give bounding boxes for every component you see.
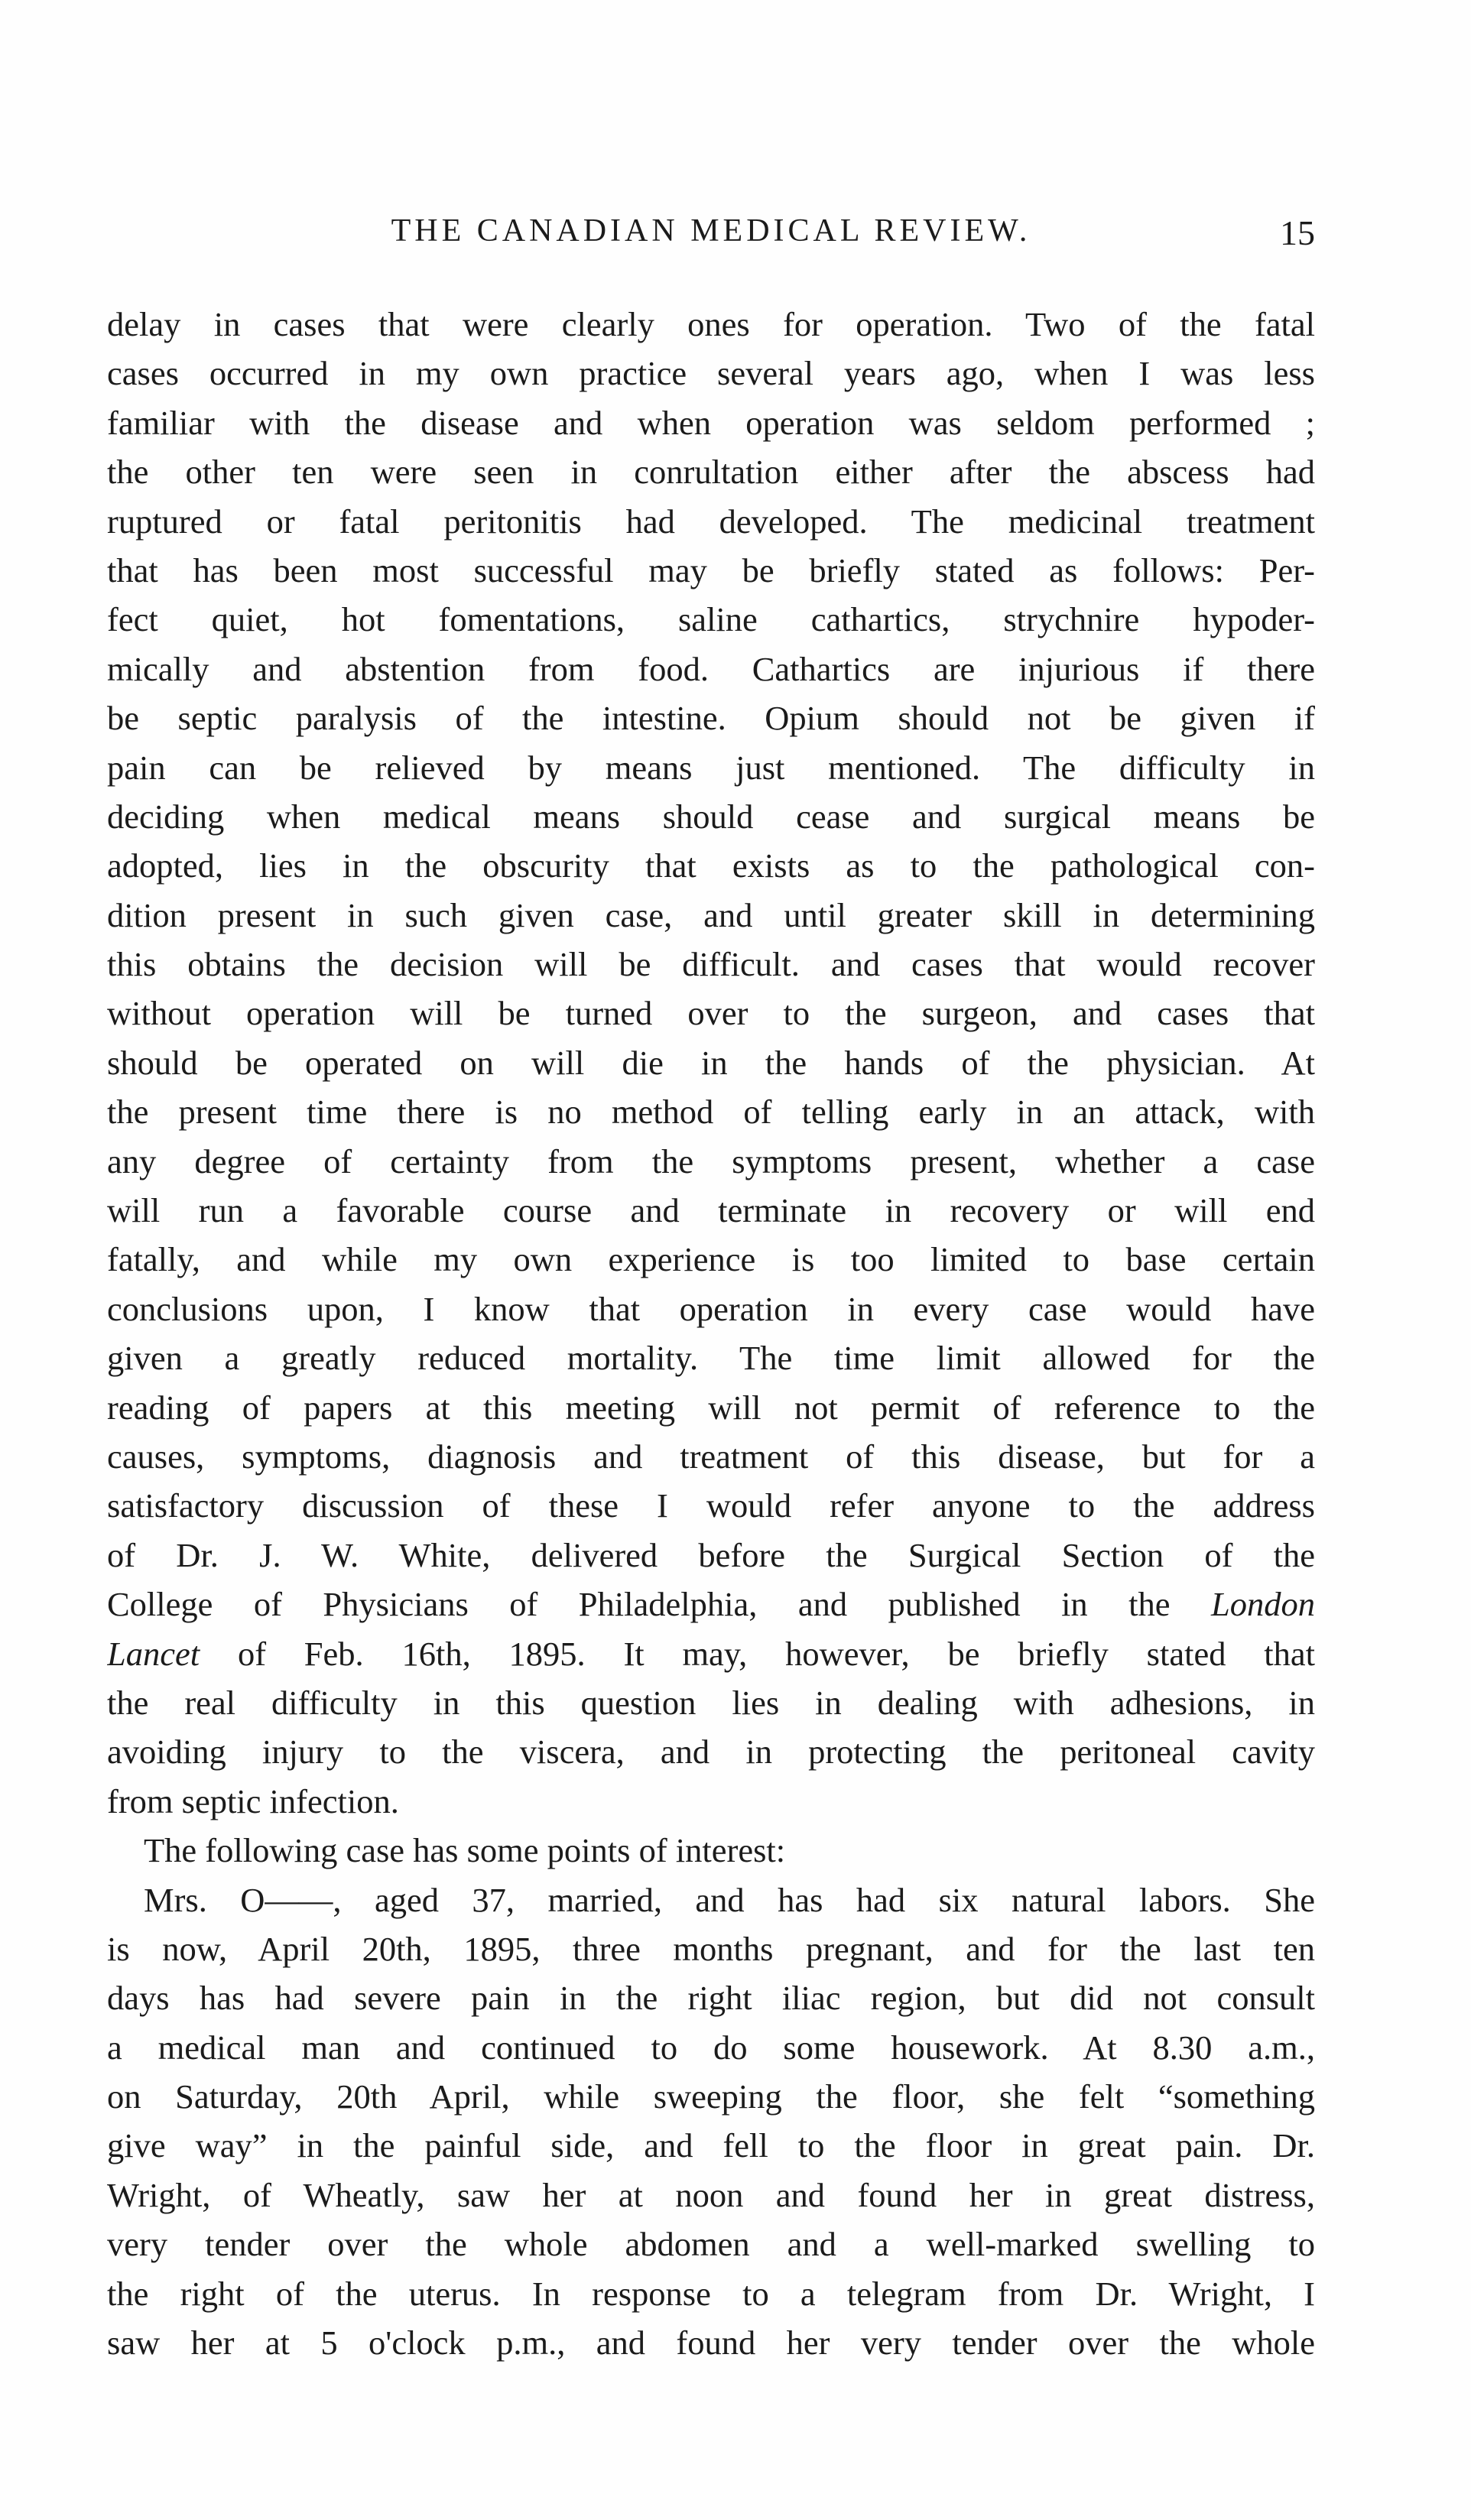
text-line: very tender over the whole abdomen and a well-marked swelling to xyxy=(107,2225,1315,2264)
text-line: mically and abstention from food. Cathartics are injurious if there xyxy=(107,649,1315,688)
text-line: days has had severe pain in the right iliac region, but did not consult xyxy=(107,1979,1315,2018)
text-line-with-italic xyxy=(107,1629,1315,1678)
running-title: THE CANADIAN MEDICAL REVIEW. xyxy=(391,213,1031,248)
text-line: pain can be relieved by means just mentioned. The difficulty in xyxy=(107,748,1315,787)
text-line: conclusions upon, I know that operation in every case would have xyxy=(107,1289,1315,1328)
text-line: Mrs. O——, aged 37, married, and has had six natural labors. She xyxy=(144,1880,1315,1919)
text-line: delay in cases that were clearly ones for operation. Two of the fatal xyxy=(107,305,1315,343)
text-line: any degree of certainty from the symptoms present, whether a case xyxy=(107,1141,1315,1180)
text-line: this obtains the decision will be difficult. and cases that would recover xyxy=(107,945,1315,984)
text-line: that has been most successful may be briefly stated as follows: Per- xyxy=(107,550,1315,589)
text-line: fatally, and while my own experience is too limited to base certain xyxy=(107,1240,1315,1279)
text-line: deciding when medical means should cease and surgical means be xyxy=(107,797,1315,836)
text-line: fect quiet, hot fomentations, saline cathartics, strychnire hypoder- xyxy=(107,600,1315,639)
text-line: is now, April 20th, 1895, three months pregnant, and for the last ten xyxy=(107,1929,1315,1968)
text-line: give way” in the painful side, and fell to the floor in great pain. Dr. xyxy=(107,2126,1315,2165)
text-line: given a greatly reduced mortality. The time limit allowed for the xyxy=(107,1339,1315,1378)
text-line: familiar with the disease and when operation was seldom performed ; xyxy=(107,403,1315,442)
text-line: avoiding injury to the viscera, and in protecting the peritoneal cavity xyxy=(107,1732,1315,1771)
text-line: without operation will be turned over to the surgeon, and cases that xyxy=(107,994,1315,1033)
text-line: Wright, of Wheatly, saw her at noon and found her in great distress, xyxy=(107,2175,1315,2214)
text-line: ruptured or fatal peritonitis had developed. The medicinal treatment xyxy=(107,502,1315,541)
text-line: a medical man and continued to do some housework. At 8.30 a.m., xyxy=(107,2028,1315,2067)
text-segment: College of Physicians of Philadelphia, and published in the xyxy=(107,1585,1171,1624)
text-line: cases occurred in my own practice several years ago, when I was less xyxy=(107,354,1315,393)
text-line: dition present in such given case, and until greater skill in determining xyxy=(107,895,1315,934)
text-line: the real difficulty in this question lies in dealing with adhesions, in xyxy=(107,1683,1315,1722)
text-line: should be operated on will die in the hands of the physician. At xyxy=(107,1043,1315,1082)
text-line: the other ten were seen in conrultation either after the abscess had xyxy=(107,453,1315,492)
page-header xyxy=(107,213,1315,258)
text-line: of Dr. J. W. White, delivered before the Surgical Section of the xyxy=(107,1535,1315,1574)
text-line: causes, symptoms, diagnosis and treatment of this disease, but for a xyxy=(107,1437,1315,1476)
text-line-with-italic xyxy=(107,1580,1315,1629)
text-line: from septic infection. xyxy=(107,1781,399,1820)
text-line: reading of papers at this meeting will not permit of reference to the xyxy=(107,1388,1315,1427)
page-number: 15 xyxy=(1280,213,1315,252)
text-line: saw her at 5 o'clock p.m., and found her very tender over the whole xyxy=(107,2324,1315,2362)
text-line: on Saturday, 20th April, while sweeping the floor, she felt “something xyxy=(107,2077,1315,2116)
text-line: adopted, lies in the obscurity that exists as to the pathological con- xyxy=(107,846,1315,885)
journal-title-italic: Lancet xyxy=(107,1634,200,1673)
body-text xyxy=(107,300,1315,2367)
text-line: be septic paralysis of the intestine. Opium should not be given if xyxy=(107,699,1315,738)
text-line: the present time there is no method of telling early in an attack, with xyxy=(107,1093,1315,1132)
text-line: the right of the uterus. In response to a telegram from Dr. Wright, I xyxy=(107,2274,1315,2313)
text-line: will run a favorable course and terminate in recovery or will end xyxy=(107,1191,1315,1230)
journal-title-italic: London xyxy=(1211,1585,1315,1624)
text-line: satisfactory discussion of these I would refer anyone to the address xyxy=(107,1486,1315,1525)
text-line: The following case has some points of interest: xyxy=(144,1831,786,1870)
text-segment: of Feb. 16th, 1895. It may, however, be briefly stated that xyxy=(237,1634,1315,1673)
